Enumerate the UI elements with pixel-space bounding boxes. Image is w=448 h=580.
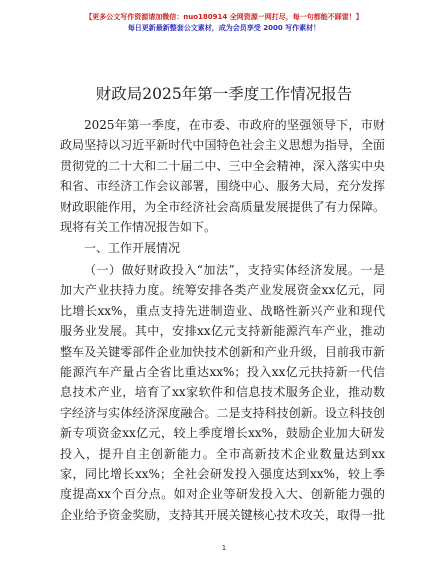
promo-banner — [0, 12, 448, 34]
paragraph-line: 2025年第一季度，在市委、市政府的坚强领导下，市财 — [84, 118, 385, 132]
paragraph-line: 加大产业扶持力度。统筹安排各类产业发展资金xx亿元，同 — [60, 283, 385, 298]
section-heading-block — [60, 238, 385, 258]
paragraph-line: 服务业发展。其中，安排xx亿元支持新能源汽车产业，推动 — [60, 324, 385, 339]
paragraph-line: 能源汽车产量占全省比重达xx%；投入xx亿元扶持新一代信 — [60, 364, 385, 379]
promo-banner-line-2: 每日更新最新整套公文素材，成为会员享受 2000 写作素材！ — [127, 24, 321, 32]
paragraph-line: 和省、市经济工作会议部署，围绕中心、服务大局，充分发挥 — [60, 179, 385, 194]
intro-paragraph — [60, 115, 385, 237]
paragraph-line: （一）做好财政投入“加法”，支持实体经济发展。一是 — [84, 263, 385, 277]
paragraph-line: 贯彻党的二十大和二十届二中、三中全会精神，深入落实中央 — [60, 158, 385, 173]
page-number: 1 — [221, 544, 227, 552]
paragraph-line: 投入，提升自主创新能力。全市高新技术企业数量达到xx — [60, 446, 385, 461]
paragraph-line: 息技术产业，培育了xx家软件和信息技术服务企业，推动数 — [60, 385, 385, 400]
document-title: 财政局2025年第一季度工作情况报告 — [95, 85, 353, 103]
paragraph-line: 新专项资金xx亿元，较上季度增长xx%，鼓励企业加大研发 — [60, 426, 385, 441]
paragraph-line: 字经济与实体经济深度融合。二是支持科技创新。设立科技创 — [60, 405, 385, 420]
paragraph-line: 财政职能作用，为全市经济社会高质量发展提供了有力保障。 — [60, 199, 385, 214]
promo-banner-line-1: 【更多公文写作资源请加微信：nuo180914 全网资源一网打尽，每一句都能不踩雷！】 — [85, 13, 363, 21]
section-heading: 一、工作开展情况 — [84, 241, 181, 255]
paragraph-line: 度提高xx个百分点。如对企业等研发投入大、创新能力强的 — [60, 487, 385, 502]
paragraph-line: 家，同比增长xx%；全社会研发投入强度达到xx%，较上季 — [60, 466, 385, 481]
paragraph-line: 政局坚持以习近平新时代中国特色社会主义思想为指导，全面 — [60, 138, 385, 153]
paragraph-line: 企业给予资金奖励，支持其开展关键核心技术攻关，取得一批 — [60, 507, 385, 522]
subsection-paragraph — [60, 260, 385, 525]
paragraph-line: 整车及关键零部件企业加快技术创新和产业升级，目前我市新 — [60, 344, 385, 359]
paragraph-line: 比增长xx%，重点支持先进制造业、战略性新兴产业和现代 — [60, 303, 385, 318]
paragraph-line: 现将有关工作情况报告如下。 — [60, 219, 217, 234]
